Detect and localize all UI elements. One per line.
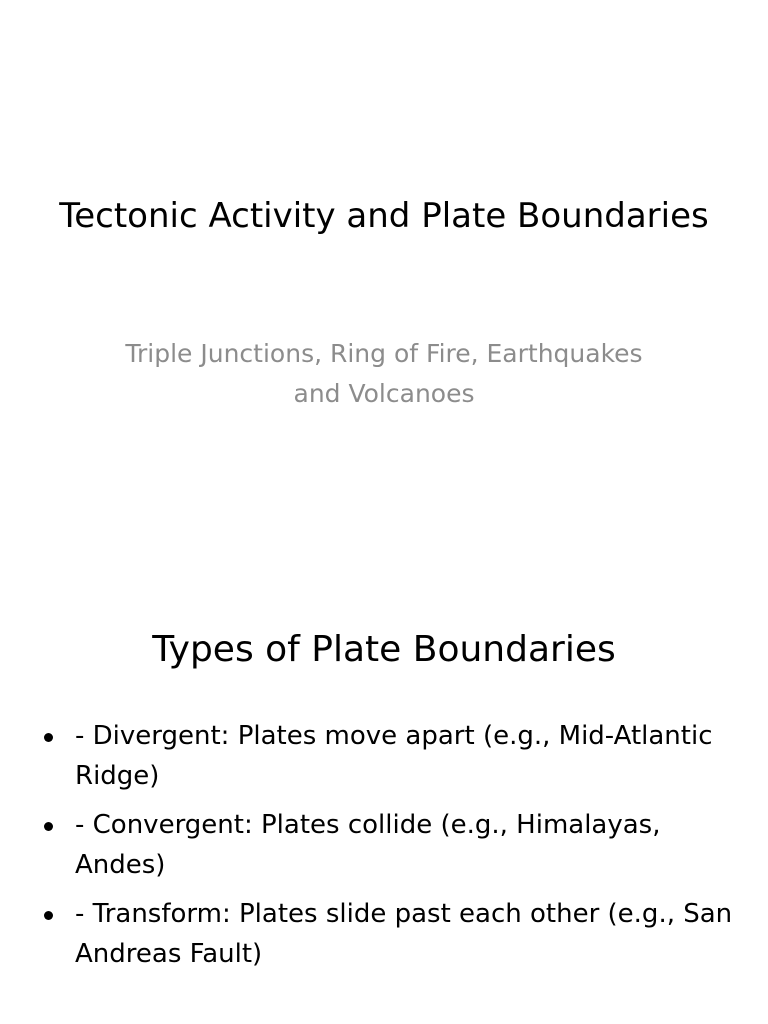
list-item — [38, 716, 738, 796]
list-item — [38, 805, 738, 885]
bullet-icon — [44, 733, 53, 742]
slide-subtitle: Triple Junctions, Ring of Fire, Earthquakes and Volcanoes — [125, 339, 643, 408]
bullet-text: - Convergent: Plates collide (e.g., Himalayas, Andes) — [75, 810, 661, 880]
content-slide — [0, 576, 768, 1024]
slide-title: Types of Plate Boundaries — [152, 629, 616, 670]
bullet-list — [38, 716, 738, 983]
list-item — [38, 894, 738, 974]
bullet-icon — [44, 822, 53, 831]
bullet-text: - Transform: Plates slide past each other (e.g., San Andreas Fault) — [75, 899, 733, 969]
bullet-text: - Divergent: Plates move apart (e.g., Mid-Atlantic Ridge) — [75, 721, 713, 791]
bullet-icon — [44, 911, 53, 920]
slide-title: Tectonic Activity and Plate Boundaries — [59, 196, 709, 236]
